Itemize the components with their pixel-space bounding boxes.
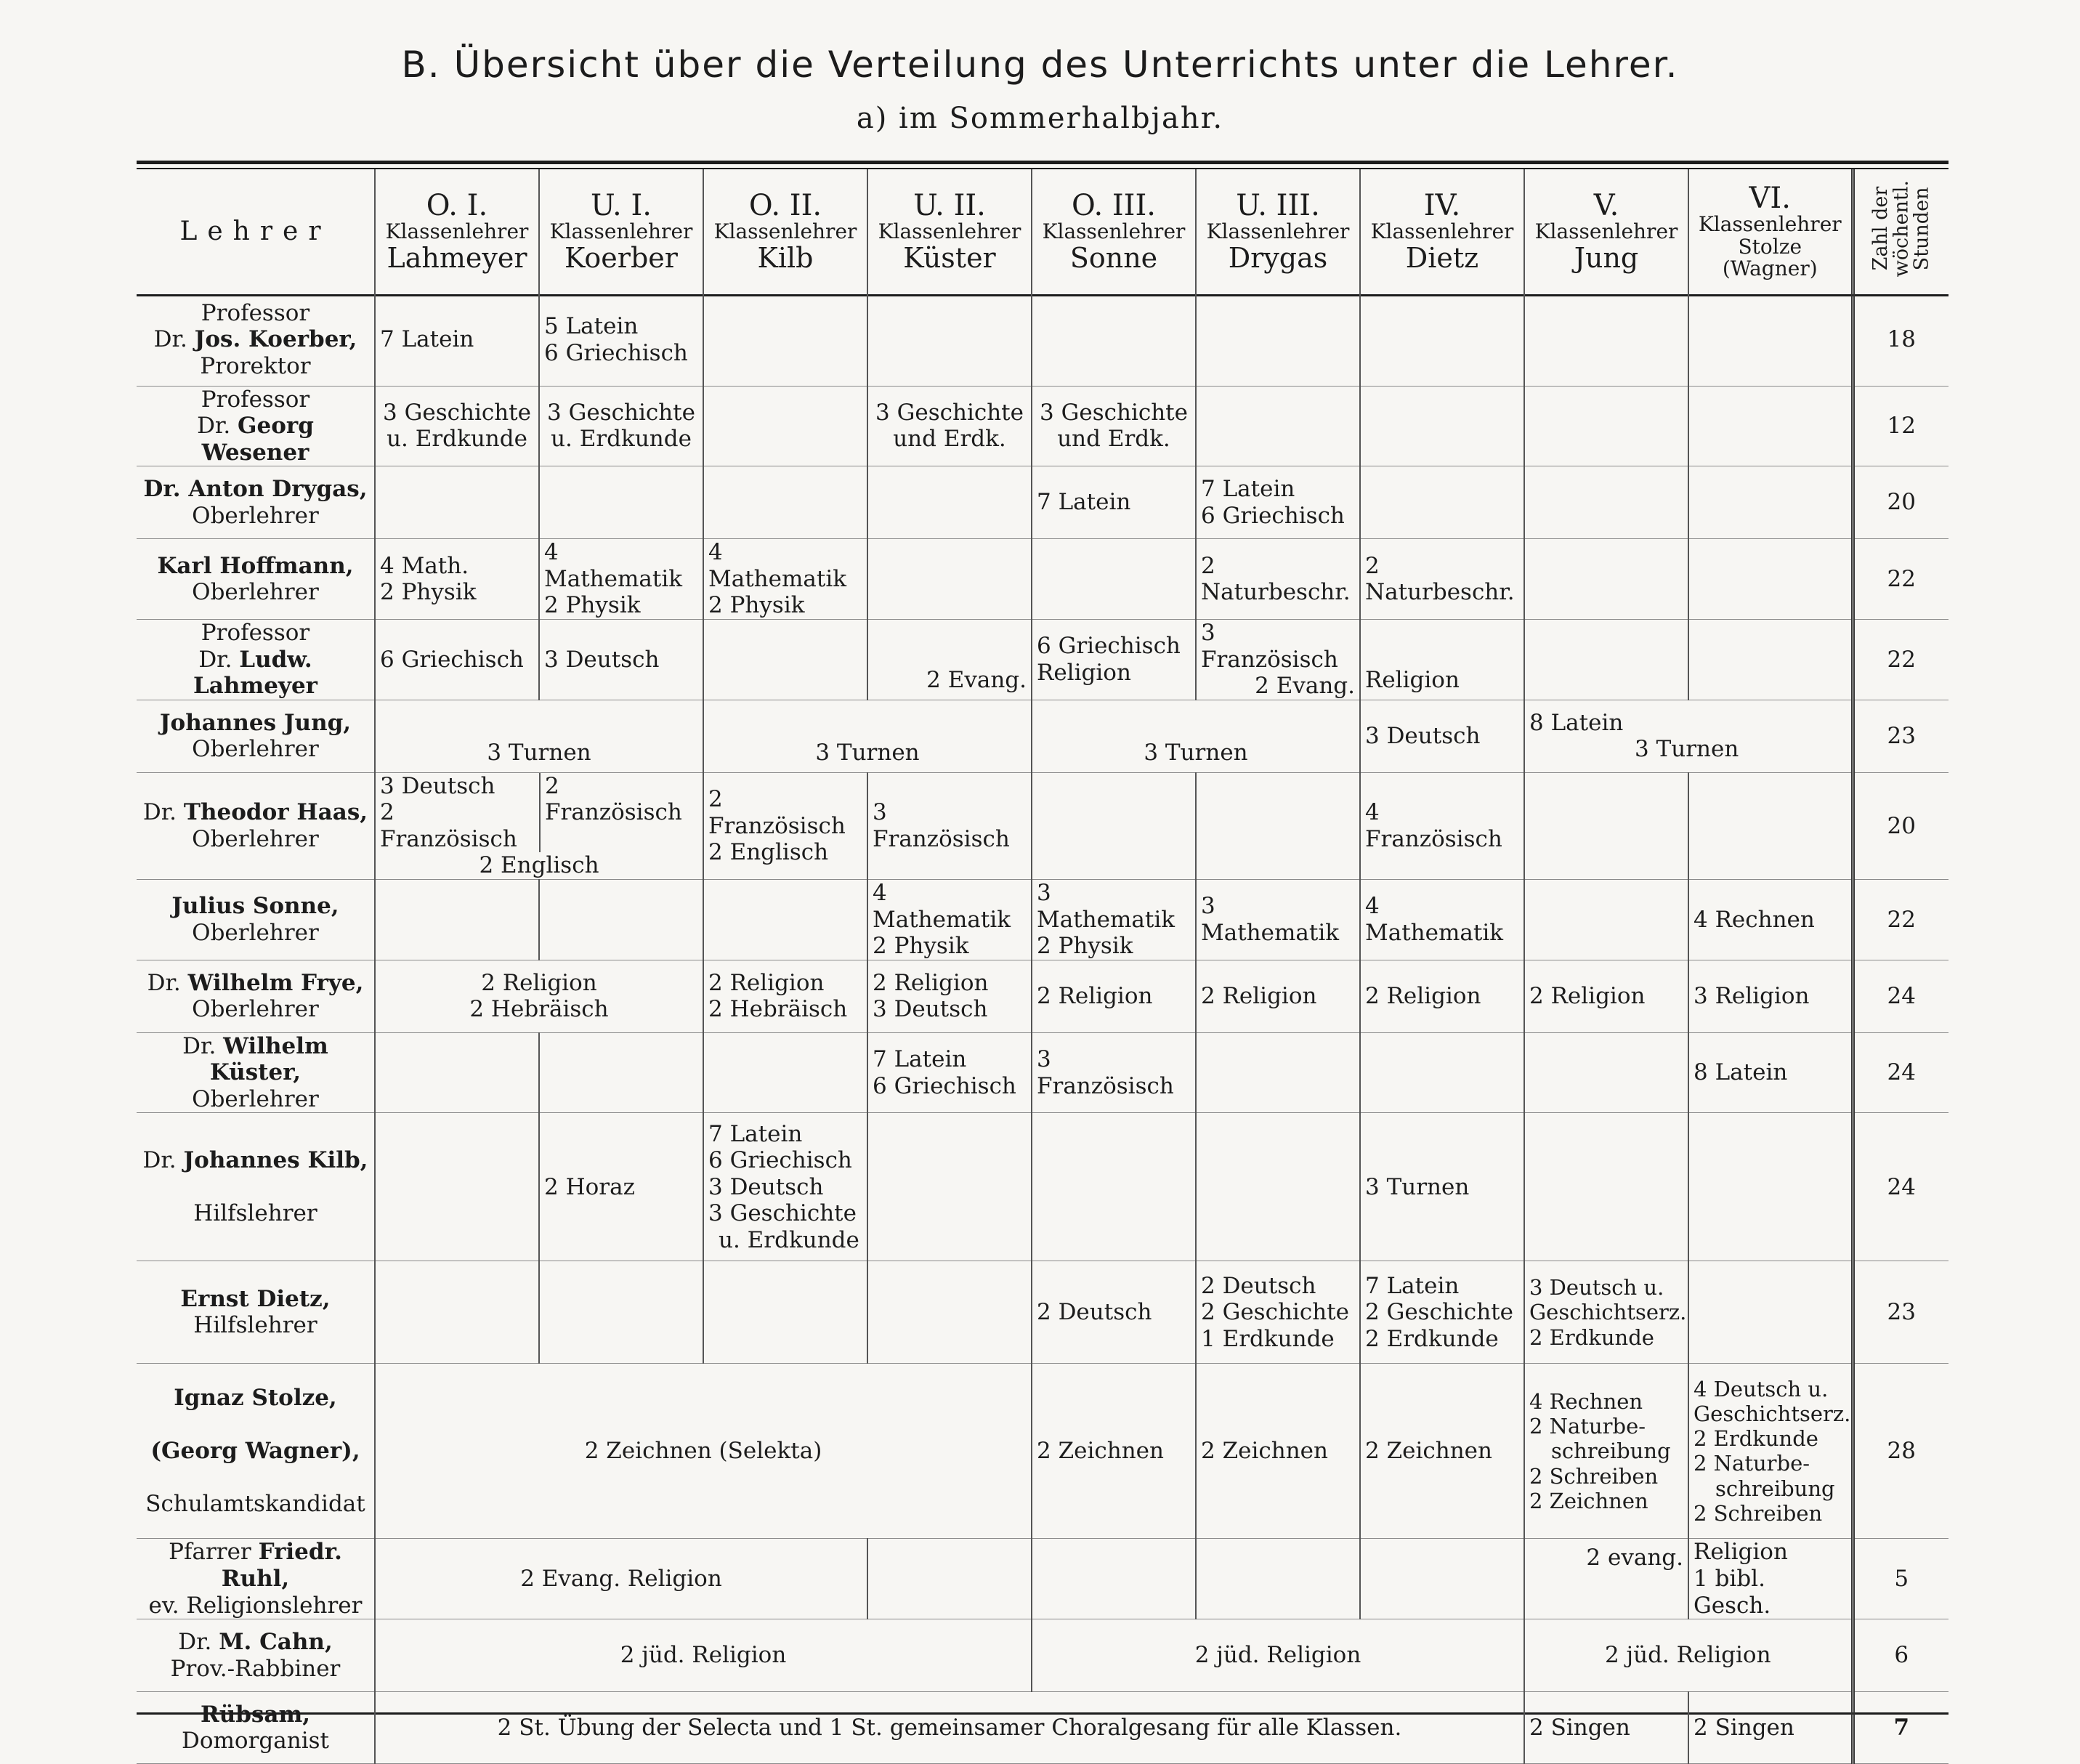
hours-cell: 18	[1853, 294, 1949, 386]
cell-oi	[375, 1032, 539, 1113]
cell-oii-uii: 3 Turnen	[703, 700, 1032, 772]
hours-cell: 20	[1853, 466, 1949, 539]
header-teacher: Lehrer	[179, 216, 331, 246]
cell-oii	[703, 294, 867, 386]
cell-uiii: 2 Deutsch 2 Geschichte 1 Erdkunde	[1196, 1261, 1360, 1364]
teaching-distribution-table	[137, 169, 1949, 1764]
cell-iv: 2 Naturbeschr.	[1360, 539, 1524, 620]
cell-oiii: 3 Mathematik 2 Physik	[1032, 880, 1196, 960]
hours-cell: 24	[1853, 960, 1949, 1032]
cell-v: 2 evang.	[1524, 1539, 1688, 1619]
hours-cell: 22	[1853, 539, 1949, 620]
hours-cell: 6	[1853, 1619, 1949, 1692]
cell-iv	[1360, 294, 1524, 386]
cell-oiii: 2 Deutsch	[1032, 1261, 1196, 1364]
cell-ui	[539, 466, 703, 539]
cell-uiii	[1196, 1032, 1360, 1113]
cell-v	[1524, 294, 1688, 386]
table-row	[137, 619, 1949, 700]
hours-cell: 23	[1853, 1261, 1949, 1364]
cell-oii	[703, 880, 867, 960]
cell-oii	[703, 1032, 867, 1113]
cell-vi: Religion 1 bibl. Gesch.	[1688, 1539, 1853, 1619]
hours-cell: 5	[1853, 1539, 1949, 1619]
table-row	[137, 294, 1949, 386]
hours-cell: 12	[1853, 386, 1949, 466]
cell-oiii: 6 Griechisch Religion	[1032, 619, 1196, 700]
teacher-cell: Johannes Jung, Oberlehrer	[137, 700, 375, 772]
page-title: B. Übersicht über die Verteilung des Unterrichts unter die Lehrer.	[401, 44, 1679, 86]
cell-v	[1524, 619, 1688, 700]
cell-v-vi: 2 jüd. Religion	[1524, 1619, 1853, 1692]
cell-iv	[1360, 386, 1524, 466]
cell-vi	[1688, 772, 1853, 879]
header-class-ui: U. I. Klassenlehrer Koerber	[539, 169, 703, 294]
cell-oiii: 3 Geschichte und Erdk.	[1032, 386, 1196, 466]
teacher-cell: Ignaz Stolze, (Georg Wagner), Schulamtskandidat	[137, 1364, 375, 1539]
cell-vi	[1688, 539, 1853, 620]
header-class-oi: O. I. Klassenlehrer Lahmeyer	[375, 169, 539, 294]
cell-oii	[703, 466, 867, 539]
cell-v	[1524, 880, 1688, 960]
page-subtitle: a) im Sommerhalbjahr.	[856, 102, 1224, 135]
cell-uii	[867, 539, 1032, 620]
table-row	[137, 1364, 1949, 1539]
cell-vi	[1688, 1261, 1853, 1364]
cell-uii	[867, 1113, 1032, 1261]
cell-oi-uii: 2 jüd. Religion	[375, 1619, 1032, 1692]
hours-cell: 24	[1853, 1032, 1949, 1113]
table-row	[137, 386, 1949, 466]
cell-ui	[539, 880, 703, 960]
cell-oiii: 2 Zeichnen	[1032, 1364, 1196, 1539]
teacher-cell: Rübsam, Domorganist	[137, 1692, 375, 1764]
cell-uii: 7 Latein 6 Griechisch	[867, 1032, 1032, 1113]
cell-oi-ui: 3 Deutsch 2 Französisch 2 Französisch 2 Englisch	[375, 772, 703, 879]
cell-iv	[1360, 466, 1524, 539]
cell-ui: 5 Latein 6 Griechisch	[539, 294, 703, 386]
cell-oi	[375, 1261, 539, 1364]
cell-v	[1524, 539, 1688, 620]
header-class-oiii: O. III. Klassenlehrer Sonne	[1032, 169, 1196, 294]
cell-v	[1524, 1113, 1688, 1261]
table-row	[137, 1619, 1949, 1692]
cell-iv: 3 Deutsch	[1360, 700, 1524, 772]
cell-oiii	[1032, 1539, 1196, 1619]
cell-uiii	[1196, 386, 1360, 466]
teacher-cell: Professor Dr. Jos. Koerber, Prorektor	[137, 294, 375, 386]
cell-v-vi: 8 Latein 3 Turnen	[1524, 700, 1853, 772]
header-row	[137, 169, 1949, 294]
cell-iv: Religion	[1360, 619, 1524, 700]
cell-oii	[703, 1261, 867, 1364]
cell-uiii: 3 Französisch 2 Evang.	[1196, 619, 1360, 700]
cell-iv: 3 Turnen	[1360, 1113, 1524, 1261]
cell-uii: 3 Geschichte und Erdk.	[867, 386, 1032, 466]
cell-v	[1524, 772, 1688, 879]
cell-vi	[1688, 1113, 1853, 1261]
table-row	[137, 880, 1949, 960]
cell-vi: 4 Deutsch u. Geschichtserz. 2 Erdkunde 2 Naturbe- schreibung 2 Schreiben	[1688, 1364, 1853, 1539]
teacher-cell: Julius Sonne, Oberlehrer	[137, 880, 375, 960]
cell-uii	[867, 1261, 1032, 1364]
cell-vi	[1688, 619, 1853, 700]
cell-uii: 4 Mathematik 2 Physik	[867, 880, 1032, 960]
cell-oii: 2 Französisch 2 Englisch	[703, 772, 867, 879]
cell-oiii-iv: 2 jüd. Religion	[1032, 1619, 1524, 1692]
cell-oiii	[1032, 1113, 1196, 1261]
teacher-cell: Dr. Wilhelm Küster, Oberlehrer	[137, 1032, 375, 1113]
cell-v: 4 Rechnen 2 Naturbe- schreibung 2 Schreiben 2 Zeichnen	[1524, 1364, 1688, 1539]
hours-cell: 20	[1853, 772, 1949, 879]
hours-cell: 7	[1853, 1692, 1949, 1764]
cell-ui: 3 Deutsch	[539, 619, 703, 700]
teacher-cell: Pfarrer Friedr. Ruhl, ev. Religionslehrer	[137, 1539, 375, 1619]
header-class-vi: VI. Klassenlehrer Stolze (Wagner)	[1688, 169, 1853, 294]
cell-oiii: 2 Religion	[1032, 960, 1196, 1032]
hours-cell: 22	[1853, 880, 1949, 960]
table-row	[137, 539, 1949, 620]
cell-oiii	[1032, 772, 1196, 879]
cell-oi-uii: 2 Zeichnen (Selekta)	[375, 1364, 1032, 1539]
cell-iv	[1360, 1032, 1524, 1113]
table-row	[137, 1032, 1949, 1113]
cell-uii	[867, 294, 1032, 386]
hours-cell: 22	[1853, 619, 1949, 700]
cell-iv: 2 Zeichnen	[1360, 1364, 1524, 1539]
cell-uiii	[1196, 294, 1360, 386]
hours-cell: 28	[1853, 1364, 1949, 1539]
teacher-cell: Karl Hoffmann, Oberlehrer	[137, 539, 375, 620]
teacher-cell: Professor Dr. Georg Wesener	[137, 386, 375, 466]
teacher-cell: Professor Dr. Ludw. Lahmeyer	[137, 619, 375, 700]
cell-uiii	[1196, 772, 1360, 879]
teacher-cell: Dr. Johannes Kilb, Hilfslehrer	[137, 1113, 375, 1261]
cell-iv: 4 Mathematik	[1360, 880, 1524, 960]
header-class-oii: O. II. Klassenlehrer Kilb	[703, 169, 867, 294]
cell-oii	[703, 619, 867, 700]
table-row	[137, 1113, 1949, 1261]
cell-oi-oii: 2 Evang. Religion	[375, 1539, 867, 1619]
cell-ui	[539, 1261, 703, 1364]
cell-uiii: 7 Latein 6 Griechisch	[1196, 466, 1360, 539]
cell-uiii: 2 Religion	[1196, 960, 1360, 1032]
cell-iv: 4 Französisch	[1360, 772, 1524, 879]
teacher-cell: Ernst Dietz, Hilfslehrer	[137, 1261, 375, 1364]
hours-cell: 23	[1853, 700, 1949, 772]
cell-uii	[867, 466, 1032, 539]
cell-v	[1524, 1032, 1688, 1113]
cell-iv: 2 Religion	[1360, 960, 1524, 1032]
cell-vi	[1688, 386, 1853, 466]
cell-oi-ui: 3 Turnen	[375, 700, 703, 772]
table-row	[137, 960, 1949, 1032]
cell-v: 2 Singen	[1524, 1692, 1688, 1764]
cell-vi: 2 Singen	[1688, 1692, 1853, 1764]
cell-oi	[375, 466, 539, 539]
cell-ui: 3 Geschichte u. Erdkunde	[539, 386, 703, 466]
cell-vi	[1688, 294, 1853, 386]
cell-oii: 7 Latein 6 Griechisch 3 Deutsch 3 Geschichte u. Erdkunde	[703, 1113, 867, 1261]
hours-cell: 24	[1853, 1113, 1949, 1261]
cell-oi-iv: 2 St. Übung der Selecta und 1 St. gemeinsamer Choralgesang für alle Klassen.	[375, 1692, 1524, 1764]
cell-oi: 6 Griechisch	[375, 619, 539, 700]
cell-ui	[539, 1032, 703, 1113]
top-rule	[137, 161, 1949, 164]
cell-v	[1524, 466, 1688, 539]
cell-uii: 3 Französisch	[867, 772, 1032, 879]
cell-vi: 4 Rechnen	[1688, 880, 1853, 960]
table-row	[137, 1539, 1949, 1619]
cell-v: 3 Deutsch u. Geschichtserz. 2 Erdkunde	[1524, 1261, 1688, 1364]
cell-uiii: 2 Naturbeschr.	[1196, 539, 1360, 620]
cell-oi: 3 Geschichte u. Erdkunde	[375, 386, 539, 466]
cell-oiii	[1032, 294, 1196, 386]
cell-uii: 2 Religion 3 Deutsch	[867, 960, 1032, 1032]
header-class-iv: IV. Klassenlehrer Dietz	[1360, 169, 1524, 294]
cell-oi	[375, 1113, 539, 1261]
cell-uii: 2 Evang.	[867, 619, 1032, 700]
cell-oiii: 3 Französisch	[1032, 1032, 1196, 1113]
cell-iv	[1360, 1539, 1524, 1619]
header-class-v: V. Klassenlehrer Jung	[1524, 169, 1688, 294]
table-row	[137, 1261, 1949, 1364]
cell-oi: 7 Latein	[375, 294, 539, 386]
cell-uiii	[1196, 1539, 1360, 1619]
cell-oi	[375, 880, 539, 960]
cell-oi: 4 Math. 2 Physik	[375, 539, 539, 620]
teacher-cell: Dr. Wilhelm Frye, Oberlehrer	[137, 960, 375, 1032]
cell-v: 2 Religion	[1524, 960, 1688, 1032]
cell-oii	[703, 386, 867, 466]
teacher-cell: Dr. M. Cahn, Prov.-Rabbiner	[137, 1619, 375, 1692]
cell-ui: 2 Horaz	[539, 1113, 703, 1261]
cell-ui: 4 Mathematik 2 Physik	[539, 539, 703, 620]
cell-oii: 2 Religion 2 Hebräisch	[703, 960, 867, 1032]
table-row	[137, 466, 1949, 539]
cell-oiii-uiii: 3 Turnen	[1032, 700, 1360, 772]
cell-vi: 8 Latein	[1688, 1032, 1853, 1113]
cell-vi: 3 Religion	[1688, 960, 1853, 1032]
table-row	[137, 700, 1949, 772]
cell-iv: 7 Latein 2 Geschichte 2 Erdkunde	[1360, 1261, 1524, 1364]
header-class-uii: U. II. Klassenlehrer Küster	[867, 169, 1032, 294]
teacher-cell: Dr. Anton Drygas, Oberlehrer	[137, 466, 375, 539]
cell-oiii	[1032, 539, 1196, 620]
header-hours: Zahl der wöchentl. Stunden	[1853, 169, 1949, 294]
cell-oii: 4 Mathematik 2 Physik	[703, 539, 867, 620]
teacher-cell: Dr. Theodor Haas, Oberlehrer	[137, 772, 375, 879]
cell-vi	[1688, 466, 1853, 539]
cell-v	[1524, 386, 1688, 466]
cell-oi-ui: 2 Religion 2 Hebräisch	[375, 960, 703, 1032]
header-class-uiii: U. III. Klassenlehrer Drygas	[1196, 169, 1360, 294]
cell-uiii	[1196, 1113, 1360, 1261]
cell-uii	[867, 1539, 1032, 1619]
cell-uiii: 2 Zeichnen	[1196, 1364, 1360, 1539]
cell-uiii: 3 Mathematik	[1196, 880, 1360, 960]
table-row	[137, 772, 1949, 879]
cell-oiii: 7 Latein	[1032, 466, 1196, 539]
table-row	[137, 1692, 1949, 1764]
